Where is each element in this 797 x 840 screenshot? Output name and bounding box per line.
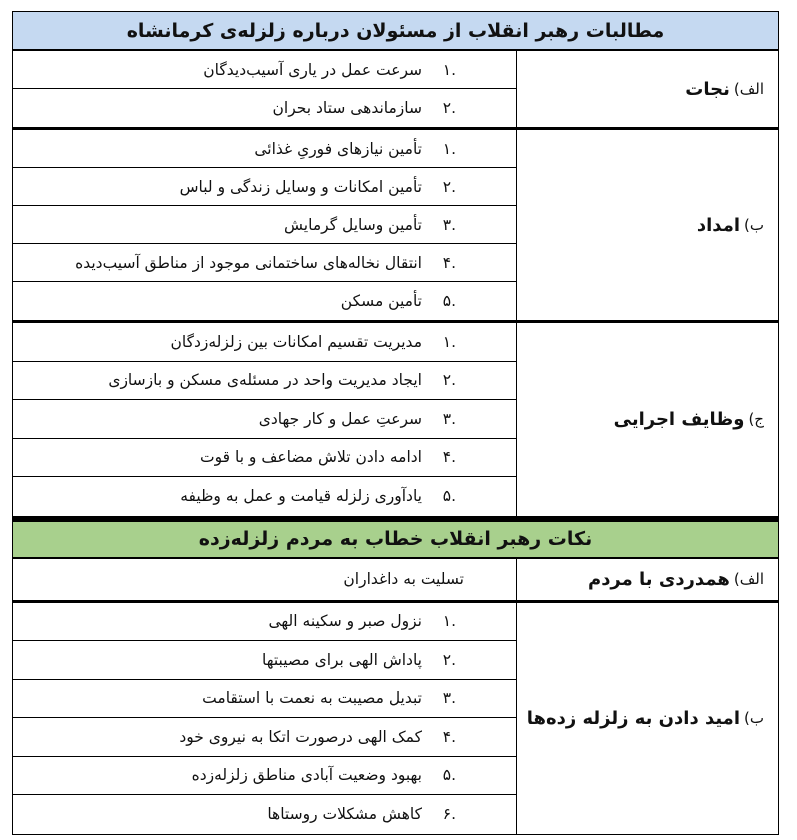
item-text: تأمین مسکن [340,292,422,310]
list-item [13,795,516,834]
item-number: .۳ [442,215,456,234]
category-name: وظایف اجرایی [613,408,745,430]
item-text: یادآوری زلزله قیامت و عمل به وظیفه [180,487,422,506]
list-item [13,641,516,680]
category-name: امید دادن به زلزله زده‌ها [526,707,741,729]
list-item [13,400,516,439]
category-name: نجات [685,78,730,100]
list-item [13,168,516,206]
section-relief [13,130,778,323]
list-item [13,680,516,719]
list-item [13,757,516,796]
table2-title: نکات رهبر انقلاب خطاب به مردم زلزله‌زده [13,519,778,559]
item-list [13,559,516,600]
document-table [12,11,779,835]
list-item [13,603,516,642]
item-text: تأمین نیازهای فوریِ غذائی [254,139,422,158]
item-number: .۵ [442,487,456,506]
item-number: .۲ [442,650,456,669]
item-text: کاهش مشکلات روستاها [267,805,422,824]
item-text: بهبود وضعیت آبادی مناطق زلزله‌زده [191,766,422,785]
item-number: .۵ [442,292,456,310]
item-number: .۳ [442,689,456,708]
list-item [13,206,516,244]
category-executive-duties [516,323,778,516]
item-list [13,603,516,834]
list-item [13,559,516,600]
section-executive-duties [13,323,778,519]
item-number: .۶ [442,805,456,824]
table1-title: مطالبات رهبر انقلاب از مسئولان درباره زلزله‌ی کرمانشاه [13,11,778,51]
item-number: .۱ [442,612,456,631]
list-item [13,477,516,516]
category-giving-hope [516,603,778,834]
list-item [13,89,516,127]
item-number: .۴ [442,448,456,467]
category-rescue [516,51,778,127]
list-item [13,718,516,757]
item-text: تبدیل مصیبت به نعمت با استقامت [202,689,422,708]
item-text: تسلیت به داغداران [343,570,464,588]
item-text: سرعتِ عمل و کار جهادی [258,409,422,428]
list-item [13,282,516,320]
item-number: .۴ [442,727,456,746]
category-sympathy [516,559,778,600]
section-rescue [13,51,778,130]
item-list [13,130,516,320]
item-number: .۲ [442,177,456,196]
list-item [13,362,516,401]
item-text: نزول صبر و سکینه الهی [268,612,422,631]
category-relief [516,130,778,320]
item-text: ادامه دادن تلاش مضاعف و با قوت [200,448,422,467]
section-giving-hope [13,603,778,835]
item-text: تأمین وسایل گرمایش [284,215,422,234]
item-text: انتقال نخاله‌های ساختمانی موجود از مناطق آسیب‌دیده [75,253,422,272]
list-item [13,439,516,478]
item-number: .۱ [442,139,456,158]
category-prefix: الف) [733,80,764,98]
item-text: تأمین امکانات و وسایل زندگی و لباس [179,177,422,196]
category-name: همدردی با مردم [588,568,730,590]
item-number: .۱ [442,332,456,351]
list-item [13,323,516,362]
item-number: .۲ [442,371,456,390]
category-prefix: ب) [744,709,764,727]
item-text: مدیریت تقسیم امکانات بین زلزله‌زدگان [170,332,422,351]
item-text: پاداش الهی برای مصیبتها [262,650,422,669]
item-number: .۲ [442,99,456,117]
item-number: .۱ [442,60,456,79]
item-text: ایجاد مدیریت واحد در مسئله‌ی مسکن و بازسازی [108,371,422,390]
list-item [13,244,516,282]
list-item [13,51,516,89]
item-list [13,51,516,127]
item-text: سرعت عمل در یاری آسیب‌دیدگان [203,60,422,79]
item-text: کمک الهی درصورت اتکا به نیروی خود [179,727,422,746]
category-prefix: ب) [744,216,764,234]
category-name: امداد [696,214,741,236]
category-prefix: الف) [733,570,764,588]
category-prefix: ج) [748,410,764,429]
item-number: .۵ [442,766,456,785]
item-list [13,323,516,516]
item-text: سازماندهی ستاد بحران [272,99,422,117]
item-number: .۳ [442,409,456,428]
item-number: .۴ [442,253,456,272]
list-item [13,130,516,168]
section-sympathy [13,559,778,603]
